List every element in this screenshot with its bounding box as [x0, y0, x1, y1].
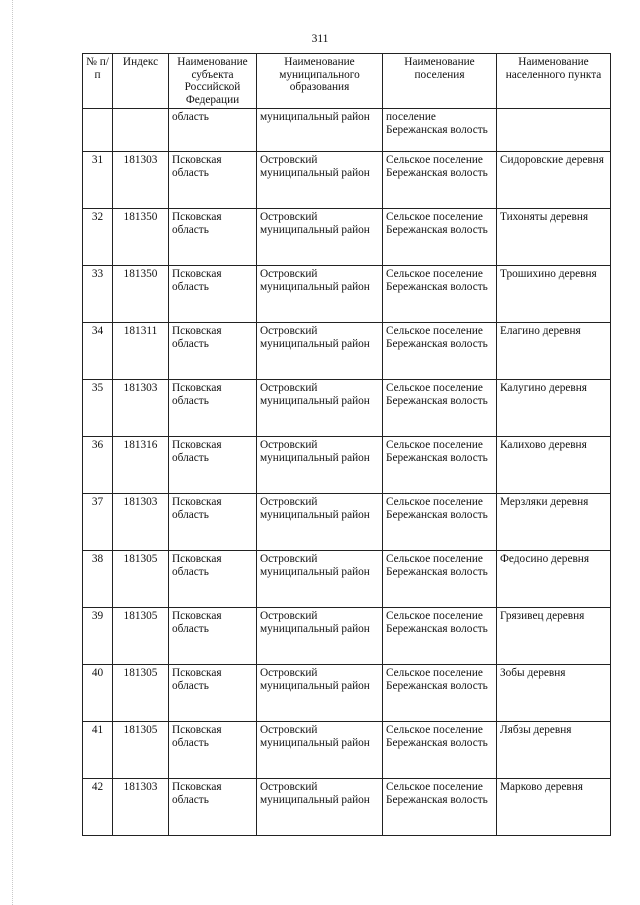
cell-settlement: Сельское поселение Бережанская волость: [383, 608, 497, 665]
cell-subject: Псковская область: [169, 437, 257, 494]
table-row: [83, 665, 611, 722]
cell-settlement: Сельское поселение Бережанская волость: [383, 323, 497, 380]
table-row: [83, 437, 611, 494]
table-row: [83, 551, 611, 608]
cell-municipality: Островский муниципальный район: [257, 266, 383, 323]
cell-number: 35: [83, 380, 113, 437]
cell-subject: Псковская область: [169, 779, 257, 836]
cell-index: 181305: [113, 551, 169, 608]
cell-municipality: Островский муниципальный район: [257, 323, 383, 380]
cell-subject: Псковская область: [169, 266, 257, 323]
cell-number: 31: [83, 152, 113, 209]
cell-index: 181305: [113, 722, 169, 779]
cell-municipality: Островский муниципальный район: [257, 665, 383, 722]
cell-municipality: Островский муниципальный район: [257, 209, 383, 266]
table-header-row: [83, 54, 611, 109]
cell-subject: Псковская область: [169, 323, 257, 380]
cell-number: 42: [83, 779, 113, 836]
cell-index: 181316: [113, 437, 169, 494]
cell-municipality: Островский муниципальный район: [257, 380, 383, 437]
cell-number: 40: [83, 665, 113, 722]
cell-subject: Псковская область: [169, 152, 257, 209]
cell-subject: Псковская область: [169, 722, 257, 779]
cell-settlement: Сельское поселение Бережанская волость: [383, 266, 497, 323]
cell-index: 181311: [113, 323, 169, 380]
cell-number: 36: [83, 437, 113, 494]
cell-number: 41: [83, 722, 113, 779]
cell-subject: Псковская область: [169, 665, 257, 722]
cell-municipality: Островский муниципальный район: [257, 779, 383, 836]
header-settlement: Наименование поселения: [383, 54, 497, 109]
cell-index: 181303: [113, 380, 169, 437]
cell-settlement: Сельское поселение Бережанская волость: [383, 779, 497, 836]
cell-locality: Мерзляки деревня: [497, 494, 611, 551]
cell-locality: Грязивец деревня: [497, 608, 611, 665]
cell-number: 38: [83, 551, 113, 608]
table-row: [83, 266, 611, 323]
cell-index: 181303: [113, 152, 169, 209]
cell-settlement: Сельское поселение Бережанская волость: [383, 665, 497, 722]
table-row: [83, 323, 611, 380]
cell-number: 33: [83, 266, 113, 323]
settlements-table: [82, 53, 611, 836]
cell-municipality: Островский муниципальный район: [257, 551, 383, 608]
cell-settlement: Сельское поселение Бережанская волость: [383, 437, 497, 494]
cell-municipality: Островский муниципальный район: [257, 494, 383, 551]
cell-municipality: муниципальный район: [257, 109, 383, 152]
cell-locality: Марково деревня: [497, 779, 611, 836]
cell-index: 181303: [113, 779, 169, 836]
table-row: [83, 608, 611, 665]
cell-settlement: Сельское поселение Бережанская волость: [383, 380, 497, 437]
cell-locality: [497, 109, 611, 152]
cell-municipality: Островский муниципальный район: [257, 437, 383, 494]
cell-locality: Тихоняты деревня: [497, 209, 611, 266]
header-municipality: Наименование муниципального образования: [257, 54, 383, 109]
table-row: [83, 209, 611, 266]
cell-locality: Калугино деревня: [497, 380, 611, 437]
cell-municipality: Островский муниципальный район: [257, 722, 383, 779]
table-row: [83, 380, 611, 437]
cell-index: 181350: [113, 209, 169, 266]
cell-settlement: Сельское поселение Бережанская волость: [383, 152, 497, 209]
cell-settlement: Сельское поселение Бережанская волость: [383, 551, 497, 608]
scan-edge: [0, 0, 13, 905]
cell-locality: Елагино деревня: [497, 323, 611, 380]
cell-municipality: Островский муниципальный район: [257, 152, 383, 209]
cell-subject: Псковская область: [169, 380, 257, 437]
table-row: [83, 722, 611, 779]
header-number: № п/п: [83, 54, 113, 109]
cell-number: [83, 109, 113, 152]
continuation-row: [83, 109, 611, 152]
cell-locality: Трошихино деревня: [497, 266, 611, 323]
cell-locality: Лябзы деревня: [497, 722, 611, 779]
cell-subject: область: [169, 109, 257, 152]
cell-settlement: Сельское поселение Бережанская волость: [383, 494, 497, 551]
page-number: 311: [311, 33, 329, 45]
table-row: [83, 152, 611, 209]
cell-locality: Зобы деревня: [497, 665, 611, 722]
header-locality: Наименование населенного пункта: [497, 54, 611, 109]
cell-settlement: Сельское поселение Бережанская волость: [383, 209, 497, 266]
table-row: [83, 494, 611, 551]
cell-subject: Псковская область: [169, 608, 257, 665]
cell-locality: Федосино деревня: [497, 551, 611, 608]
cell-subject: Псковская область: [169, 209, 257, 266]
cell-index: [113, 109, 169, 152]
cell-municipality: Островский муниципальный район: [257, 608, 383, 665]
cell-number: 34: [83, 323, 113, 380]
cell-settlement: Сельское поселение Бережанская волость: [383, 722, 497, 779]
cell-number: 32: [83, 209, 113, 266]
cell-index: 181305: [113, 665, 169, 722]
cell-subject: Псковская область: [169, 494, 257, 551]
cell-number: 37: [83, 494, 113, 551]
table-row: [83, 779, 611, 836]
cell-locality: Калихово деревня: [497, 437, 611, 494]
cell-index: 181303: [113, 494, 169, 551]
cell-settlement: поселение Бережанская волость: [383, 109, 497, 152]
cell-index: 181350: [113, 266, 169, 323]
cell-index: 181305: [113, 608, 169, 665]
cell-subject: Псковская область: [169, 551, 257, 608]
cell-number: 39: [83, 608, 113, 665]
header-subject: Наименование субъекта Российской Федерации: [169, 54, 257, 109]
header-index: Индекс: [113, 54, 169, 109]
cell-locality: Сидоровские деревня: [497, 152, 611, 209]
